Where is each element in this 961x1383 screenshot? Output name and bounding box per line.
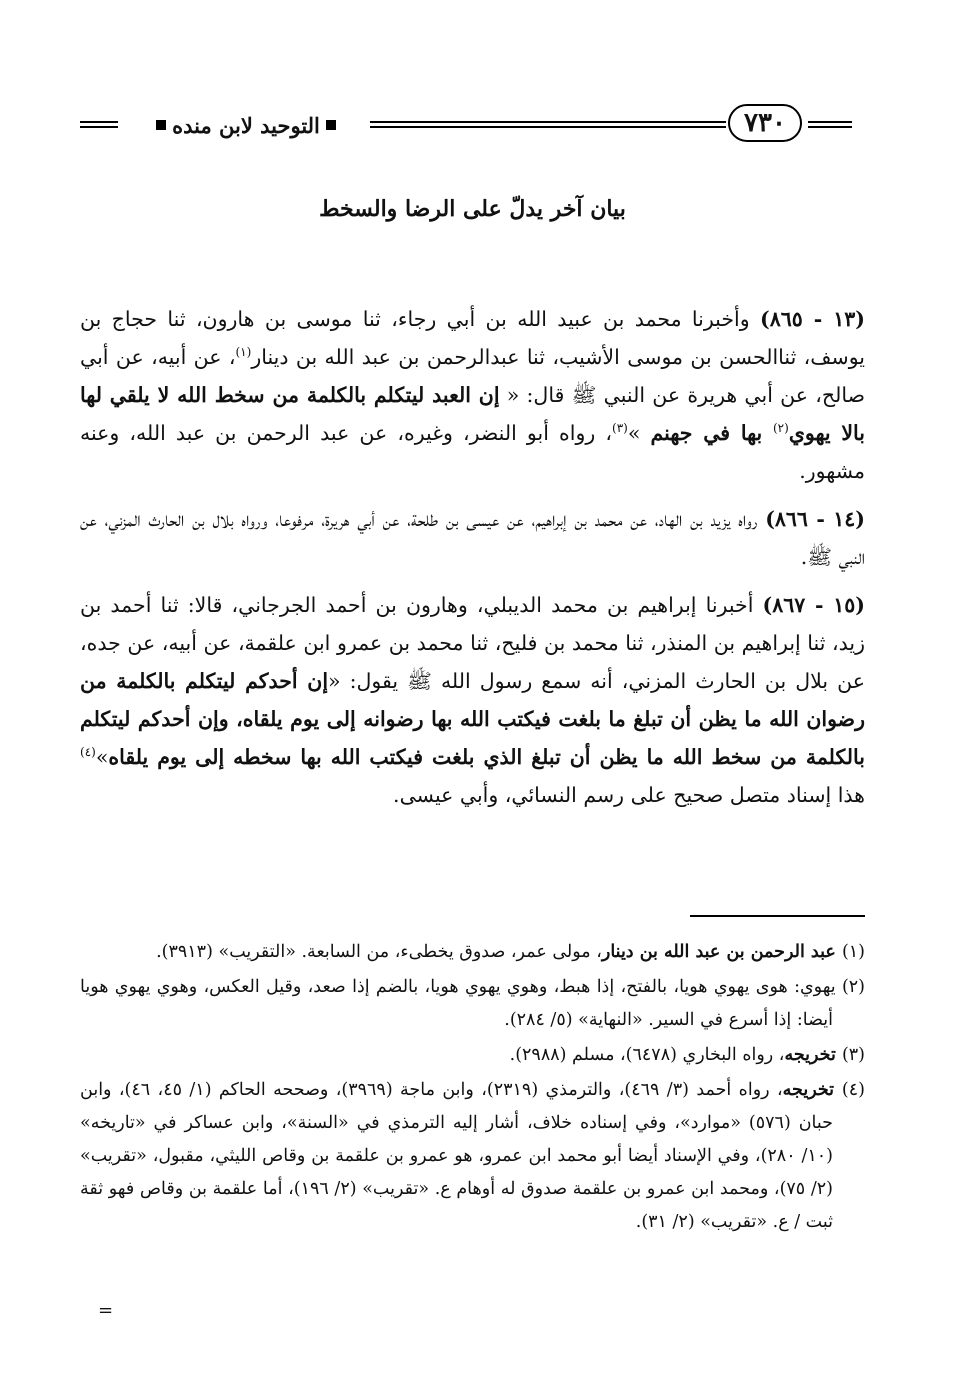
header-rule-middle [370,121,726,128]
hadith-matn: إن أحدكم ليتكلم بالكلمة من رضوان الله ما يظن أن تبلغ ما بلغت فيكتب الله بها رضوانه إلى يوم يلقاه، وإن أحدكم ليتكلم بالكلمة من سخط الله ما يظن أن تبلغ الذي بلغت فيكتب الله بها سخطه إلى يوم يلقاه [80,669,865,769]
footnote-bold: تخريجه [784,1045,842,1065]
footnote [80,936,865,969]
footnote-bold: عبد الرحمن بن عبد الله بن دينار [601,942,842,962]
footnote-text: ، رواه أحمد (٣/ ٤٦٩)، والترمذي (٢٣١٩)، وابن ماجة (٣٩٦٩)، وصححه الحاكم (١/ ٤٥، ٤٦)، وابن حبان (٥٧٦) «موارد»، وفي إسناده خلاف، أشار إليه الترمذي في «السنة»، وابن عساكر في «تاريخه» (١٠/ ٢٨٠)، وفي الإسناد أيضا أبو محمد ابن عمرو، هو عمرو بن علقمة بن وقاص الليثي، مقبول، «تقريب» (٢/ ٧٥)، ومحمد ابن عمرو بن علقمة صدوق له أوهام ع. «تقريب» (٢/ ١٩٦)، أما علقمة بن وقاص فهو ثقة ثبت / ع. «تقريب» (٢/ ٣١). [80,1080,833,1232]
main-text [80,300,865,824]
hadith-number: (١٥ - ٨٦٧) [762,593,865,617]
page-number: ٧٣٠ [728,104,802,142]
paragraph-text: وأخبرنا محمد بن عبيد الله بن أبي رجاء، ثنا موسى بن هارون، ثنا حجاج بن يوسف، ثناالحسن بن موسى الأشيب، ثنا عبدالرحمن بن عبد الله بن دينار [80,307,865,369]
footnote [80,971,865,1037]
footnote-text: ، رواه البخاري (٦٤٧٨)، مسلم (٢٩٨٨). [509,1045,785,1065]
header-rule-left [80,121,118,128]
footnote-marker: (١) [841,942,865,962]
footnote-text: ، مولى عمر، صدوق يخطىء، من السابعة. «التقريب» (٣٩١٣). [156,942,602,962]
running-title-text: التوحيد لابن منده [172,112,320,138]
paragraph-text: هذا إسناد متصل صحيح على رسم النسائي، وأبي عيسى. [393,783,865,807]
hadith-number: (١٣ - ٨٦٥) [760,307,865,331]
footnote-ref: (٢) [772,421,789,436]
paragraph-text: أخبرنا إبراهيم بن محمد الديبلي، وهارون بن أحمد الجرجاني، قالا: ثنا أحمد بن زيد، ثنا إبراهيم بن المنذر، ثنا محمد بن فليح، ثنا محمد بن عمرو ابن علقمة، عن أبيه، عن جده، عن بلال بن الحارث المزني، أنه سمع رسول الله ﷺ يقول: « [80,593,865,693]
hadith-matn: بها في جهنم [650,421,773,445]
paragraph-text: ، رواه أبو النضر، وغيره، عن عبد الرحمن بن عبد الله، وعنه مشهور. [80,421,865,483]
paragraph-text: » [95,745,109,769]
header-rule-right [808,121,852,128]
hadith-matn: إن العبد ليتكلم بالكلمة من سخط الله لا يلقي لها بالا يهوي [80,383,865,445]
footnote-ref: (٤) [80,745,96,760]
paragraph-text: ، عن أبيه، عن أبي صالح، عن أبي هريرة عن النبي ﷺ قال: « [80,345,865,407]
square-bullet-icon [326,120,336,130]
footnotes [80,936,865,1241]
paragraph-text: » [627,421,651,445]
hadith-paragraph [80,586,865,814]
section-title: بيان آخر يدلّ على الرضا والسخط [319,196,626,222]
square-bullet-icon [156,120,166,130]
footnote [80,1039,865,1072]
footnote-ref: (١) [235,345,252,360]
footnote-marker: (٣) [841,1045,865,1065]
hadith-paragraph [80,500,865,576]
footnote-marker: (٢) [841,977,865,997]
running-header [80,102,870,148]
continuation-mark: = [98,1300,114,1321]
running-title [130,106,362,144]
hadith-paragraph [80,300,865,490]
footnote [80,1074,865,1239]
hadith-number: (١٤ - ٨٦٦) [765,507,865,531]
footnote-marker: (٤) [841,1080,865,1100]
footnote-bold: تخريجه [782,1080,842,1100]
footnote-separator [690,915,865,917]
footnote-ref: (٣) [612,421,628,436]
footnote-text: يهوي: هوى يهوي هويا، بالفتح، إذا هبط، وهوي يهوي هويا، بالضم إذا صعد، وقيل العكس، وهوي يهوي هويا أيضا: إذا أسرع في السير. «النهاية» (٥/ ٢٨٤). [80,977,842,1030]
paragraph-text: رواه يزيد بن الهاد، عن محمد بن إبراهيم، عن عيسى بن طلحة، عن أبي هريرة، مرفوعا، ورواه بلال بن الحارث المزني، عن النبي ﷺ. [80,507,865,569]
